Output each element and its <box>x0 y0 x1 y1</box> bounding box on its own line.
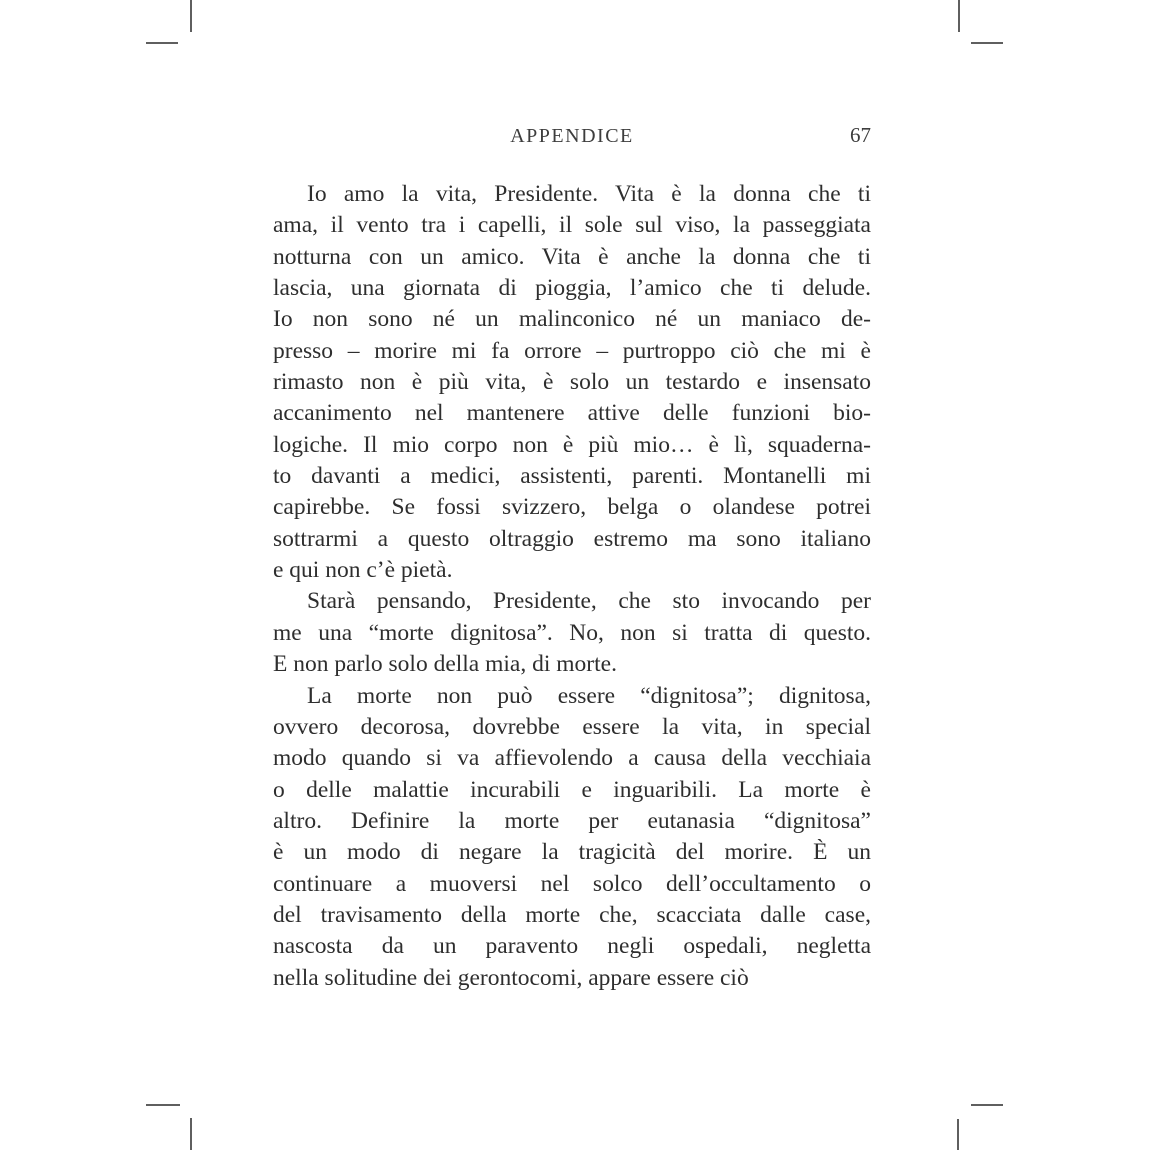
text-line: sottrarmi a questo oltraggio estremo ma sono italiano <box>273 525 871 552</box>
text-line: o delle malattie incurabili e inguaribili. La morte è <box>273 776 871 803</box>
text-line: ovvero decorosa, dovrebbe essere la vita, in special <box>273 713 871 740</box>
text-line: nella solitudine dei gerontocomi, appare essere ciò <box>273 964 749 991</box>
text-line: to davanti a medici, assistenti, parenti. Montanelli mi <box>273 463 871 490</box>
text-line: notturna con un amico. Vita è anche la donna che ti <box>273 243 871 270</box>
text-line: del travisamento della morte che, scacciata dalle case, <box>273 901 871 928</box>
page-header <box>273 123 871 147</box>
text-line: me una “morte dignitosa”. No, non si tratta di questo. <box>273 619 871 646</box>
text-line: altro. Definire la morte per eutanasia “dignitosa” <box>273 807 871 834</box>
text-line: Io non sono né un malinconico né un maniaco de- <box>273 306 871 333</box>
crop-mark-top-right-horizontal <box>971 42 1003 44</box>
crop-mark-bottom-right-vertical <box>957 1119 959 1150</box>
text-line: Starà pensando, Presidente, che sto invocando per <box>307 588 871 615</box>
running-head-title: APPENDICE <box>510 125 634 147</box>
crop-mark-top-right-vertical <box>958 0 960 32</box>
text-line: modo quando si va affievolendo a causa della vecchiaia <box>273 745 871 772</box>
crop-mark-bottom-left-vertical <box>190 1118 192 1150</box>
crop-mark-bottom-left-horizontal <box>146 1104 180 1106</box>
text-line: continuare a muoversi nel solco dell’occultamento o <box>273 870 871 897</box>
crop-mark-top-left-vertical <box>190 0 192 32</box>
text-line: E non parlo solo della mia, di morte. <box>273 651 617 678</box>
text-line: è un modo di negare la tragicità del morire. È un <box>273 839 871 866</box>
body-text <box>273 179 871 994</box>
text-line: capirebbe. Se fossi svizzero, belga o olandese potrei <box>273 494 871 521</box>
text-line: lascia, una giornata di pioggia, l’amico che ti delude. <box>273 275 871 302</box>
text-line: nascosta da un paravento negli ospedali, negletta <box>273 933 871 960</box>
text-line: logiche. Il mio corpo non è più mio… è lì, squaderna- <box>273 431 871 458</box>
crop-mark-bottom-right-horizontal <box>971 1104 1003 1106</box>
crop-mark-top-left-horizontal <box>146 42 178 44</box>
text-line: presso – morire mi fa orrore – purtroppo ciò che mi è <box>273 337 871 364</box>
text-line: accanimento nel mantenere attive delle funzioni bio- <box>273 400 871 427</box>
text-line: e qui non c’è pietà. <box>273 557 453 584</box>
text-line: La morte non può essere “dignitosa”; dignitosa, <box>307 682 871 709</box>
text-line: ama, il vento tra i capelli, il sole sul viso, la passeggiata <box>273 212 871 239</box>
page-number: 67 <box>850 123 871 147</box>
text-line: rimasto non è più vita, è solo un testardo e insensato <box>273 369 871 396</box>
text-line: Io amo la vita, Presidente. Vita è la donna che ti <box>307 181 871 207</box>
